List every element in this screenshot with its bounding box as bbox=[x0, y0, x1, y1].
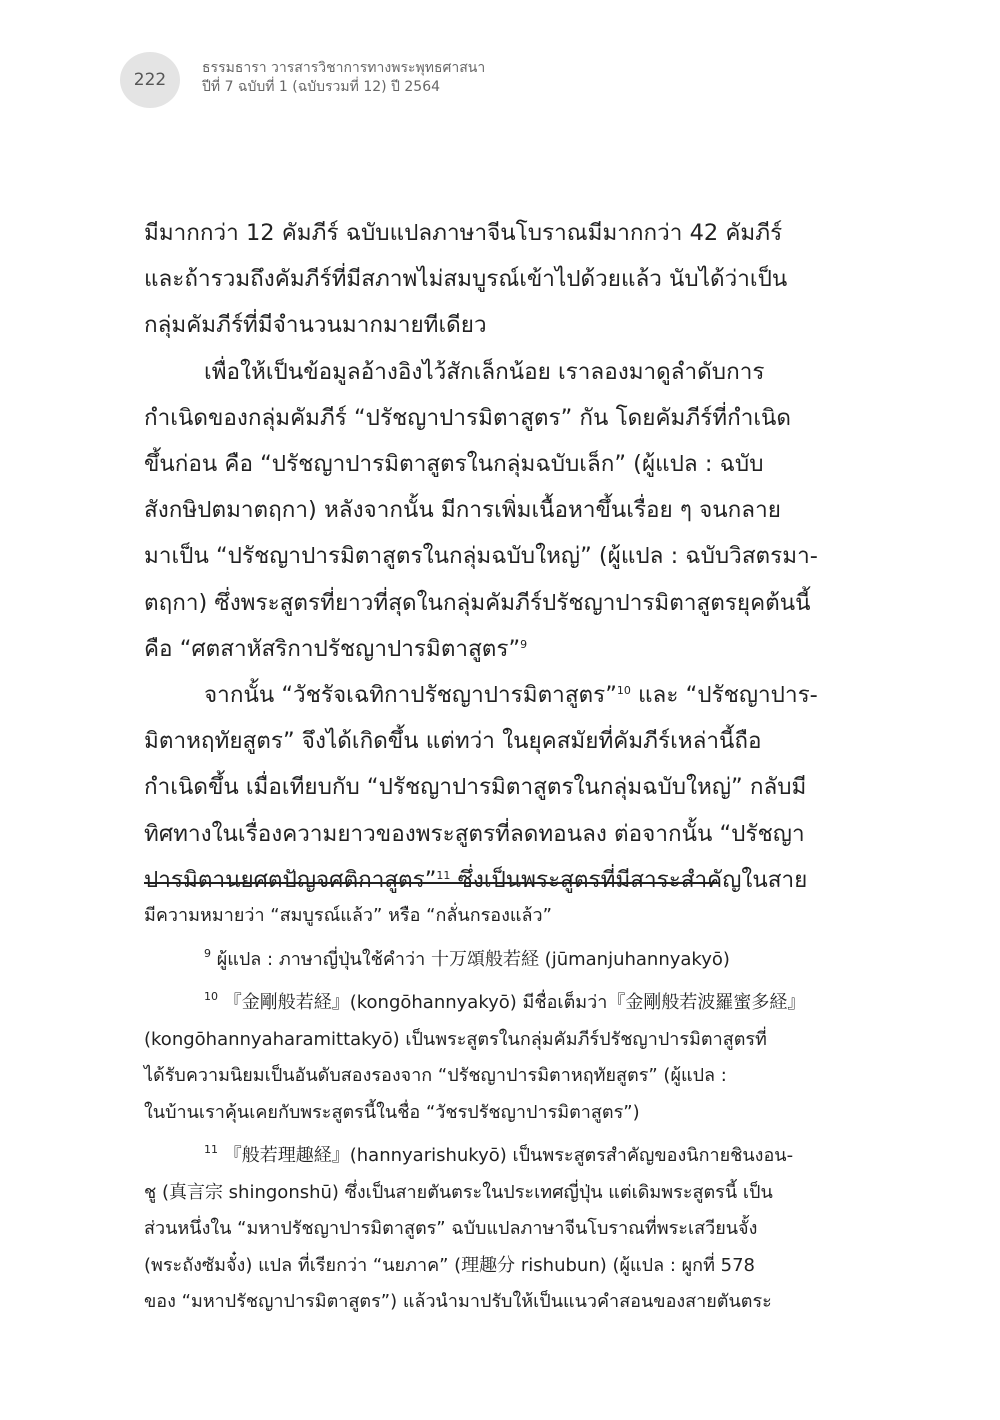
footnote-line: ได้รับความนิยมเป็นอันดับสองรองจาก “ปรัชญาปารมิตาหฤทัยสูตร” (ผู้แปล : bbox=[144, 1065, 727, 1086]
paragraph bbox=[144, 672, 834, 903]
text-line: มิตาหฤทัยสูตร” จึงได้เกิดขึ้น แต่ทว่า ในยุคสมัยที่คัมภีร์เหล่านี้ถือ bbox=[144, 728, 762, 755]
text-line: เพื่อให้เป็นข้อมูลอ้างอิงไว้สักเล็กน้อย เราลองมาดูลำดับการ bbox=[204, 358, 765, 385]
text-segment: และ “ปรัชญาปาร- bbox=[630, 682, 818, 709]
footnotes bbox=[144, 898, 834, 1328]
text-line: สังกษิปตมาตฤกา) หลังจากนั้น มีการเพิ่มเนื้อหาขึ้นเรื่อย ๆ จนกลาย bbox=[144, 497, 781, 524]
footnote-ref-11: 11 bbox=[436, 868, 451, 882]
text-line: กลุ่มคัมภีร์ที่มีจำนวนมากมายทีเดียว bbox=[144, 312, 487, 339]
text-line: ตฤกา) ซึ่งพระสูตรที่ยาวที่สุดในกลุ่มคัมภีร์ปรัชญาปารมิตาสูตรยุคต้นนี้ bbox=[144, 589, 811, 616]
text-segment: ซึ่งเป็นพระสูตรที่มีสาระสำคัญในสาย bbox=[450, 866, 808, 893]
text-segment: ผู้แปล : ภาษาญี่ปุ่นใช้คำว่า 十万頌般若経 (jūmanjuhannyakyō) bbox=[216, 948, 730, 970]
footnote-ref-10: 10 bbox=[616, 684, 631, 698]
footnote-ref-9: 9 bbox=[520, 637, 528, 651]
footnote-line: (kongōhannyaharamittakyō) เป็นพระสูตรในกลุ่มคัมภีร์ปรัชญาปารมิตาสูตรที่ bbox=[144, 1028, 767, 1050]
text-line: ขึ้นก่อน คือ “ปรัชญาปารมิตาสูตรในกลุ่มฉบับเล็ก” (ผู้แปล : ฉบับ bbox=[144, 451, 764, 478]
footnote-line: ของ “มหาปรัชญาปารมิตาสูตร”) แล้วนำมาปรับให้เป็นแนวคำสอนของสายตันตระ bbox=[144, 1291, 772, 1312]
text-line: มาเป็น “ปรัชญาปารมิตาสูตรในกลุ่มฉบับใหญ่” (ผู้แปล : ฉบับวิสตรมา- bbox=[144, 543, 818, 570]
footnote-marker: 9 bbox=[204, 946, 211, 960]
footnote-line: (พระถังซัมจั๋ง) แปล ที่เรียกว่า “นยภาค” (理趣分 rishubun) (ผู้แปล : ผูกที่ 578 bbox=[144, 1254, 756, 1276]
body-text bbox=[144, 210, 834, 903]
text-line: ทิศทางในเรื่องความยาวของพระสูตรที่ลดทอนลง ต่อจากนั้น “ปรัชญา bbox=[144, 820, 805, 847]
paragraph bbox=[144, 210, 834, 349]
footnote-11 bbox=[144, 1138, 834, 1321]
footnote-marker: 10 bbox=[204, 990, 218, 1003]
text-segment: 『般若理趣経』(hannyarishukyō) เป็นพระสูตรสำคัญของนิกายชินงอน- bbox=[223, 1145, 794, 1166]
text-segment: จากนั้น “วัชรัจเฉทิกาปรัชญาปารมิตาสูตร” bbox=[204, 682, 617, 709]
text-segment: คือ “ศตสาหัสริกาปรัชญาปารมิตาสูตร” bbox=[144, 635, 521, 662]
footnote-marker: 11 bbox=[204, 1143, 218, 1156]
journal-info bbox=[202, 59, 802, 97]
footnote-line bbox=[144, 985, 834, 1022]
text-line: กำเนิดขึ้น เมื่อเทียบกับ “ปรัชญาปารมิตาสูตรในกลุ่มฉบับใหญ่” กลับมี bbox=[144, 774, 807, 801]
footnote-divider bbox=[144, 882, 720, 884]
footnote-9 bbox=[144, 942, 834, 979]
page-number-badge bbox=[120, 52, 180, 108]
page-number: 222 bbox=[133, 70, 167, 90]
text-line bbox=[144, 626, 834, 672]
text-line: มีมากกว่า 12 คัมภีร์ ฉบับแปลภาษาจีนโบราณมีมากกว่า 42 คัมภีร์ bbox=[144, 220, 783, 246]
text-line bbox=[144, 857, 834, 903]
footnote-line bbox=[144, 1138, 834, 1175]
footnote-line: ส่วนหนึ่งใน “มหาปรัชญาปารมิตาสูตร” ฉบับแปลภาษาจีนโบราณที่พระเสวียนจั้ง bbox=[144, 1218, 758, 1239]
footnote-line: ในบ้านเราคุ้นเคยกับพระสูตรนี้ในชื่อ “วัชรปรัชญาปารมิตาสูตร”) bbox=[144, 1101, 640, 1123]
journal-title: ธรรมธารา วารสารวิชาการทางพระพุทธศาสนา bbox=[202, 60, 486, 76]
issue-info: ปีที่ 7 ฉบับที่ 1 (ฉบับรวมที่ 12) ปี 2564 bbox=[202, 79, 441, 95]
footnote-line: ชู (真言宗 shingonshū) ซึ่งเป็นสายตันตระในประเทศญี่ปุ่น แต่เดิมพระสูตรนี้ เป็น bbox=[144, 1181, 773, 1203]
text-segment: 『金剛般若経』(kongōhannyakyō) มีชื่อเต็มว่า『金剛般若波羅蜜多経』 bbox=[223, 992, 806, 1013]
text-line: กำเนิดของกลุ่มคัมภีร์ “ปรัชญาปารมิตาสูตร” กัน โดยคัมภีร์ที่กำเนิด bbox=[144, 404, 792, 431]
paragraph bbox=[144, 349, 834, 672]
text-line bbox=[144, 672, 834, 718]
footnote-10 bbox=[144, 985, 834, 1131]
text-segment: ปารมิตานยศตปัญจศติกาสูตร” bbox=[144, 866, 437, 893]
footnote-line bbox=[144, 942, 834, 979]
footnote-continued bbox=[144, 898, 834, 935]
footnote-line: มีความหมายว่า “สมบูรณ์แล้ว” หรือ “กลั่นกรองแล้ว” bbox=[144, 905, 552, 926]
text-line: และถ้ารวมถึงคัมภีร์ที่มีสภาพไม่สมบูรณ์เข้าไปด้วยแล้ว นับได้ว่าเป็น bbox=[144, 266, 788, 293]
